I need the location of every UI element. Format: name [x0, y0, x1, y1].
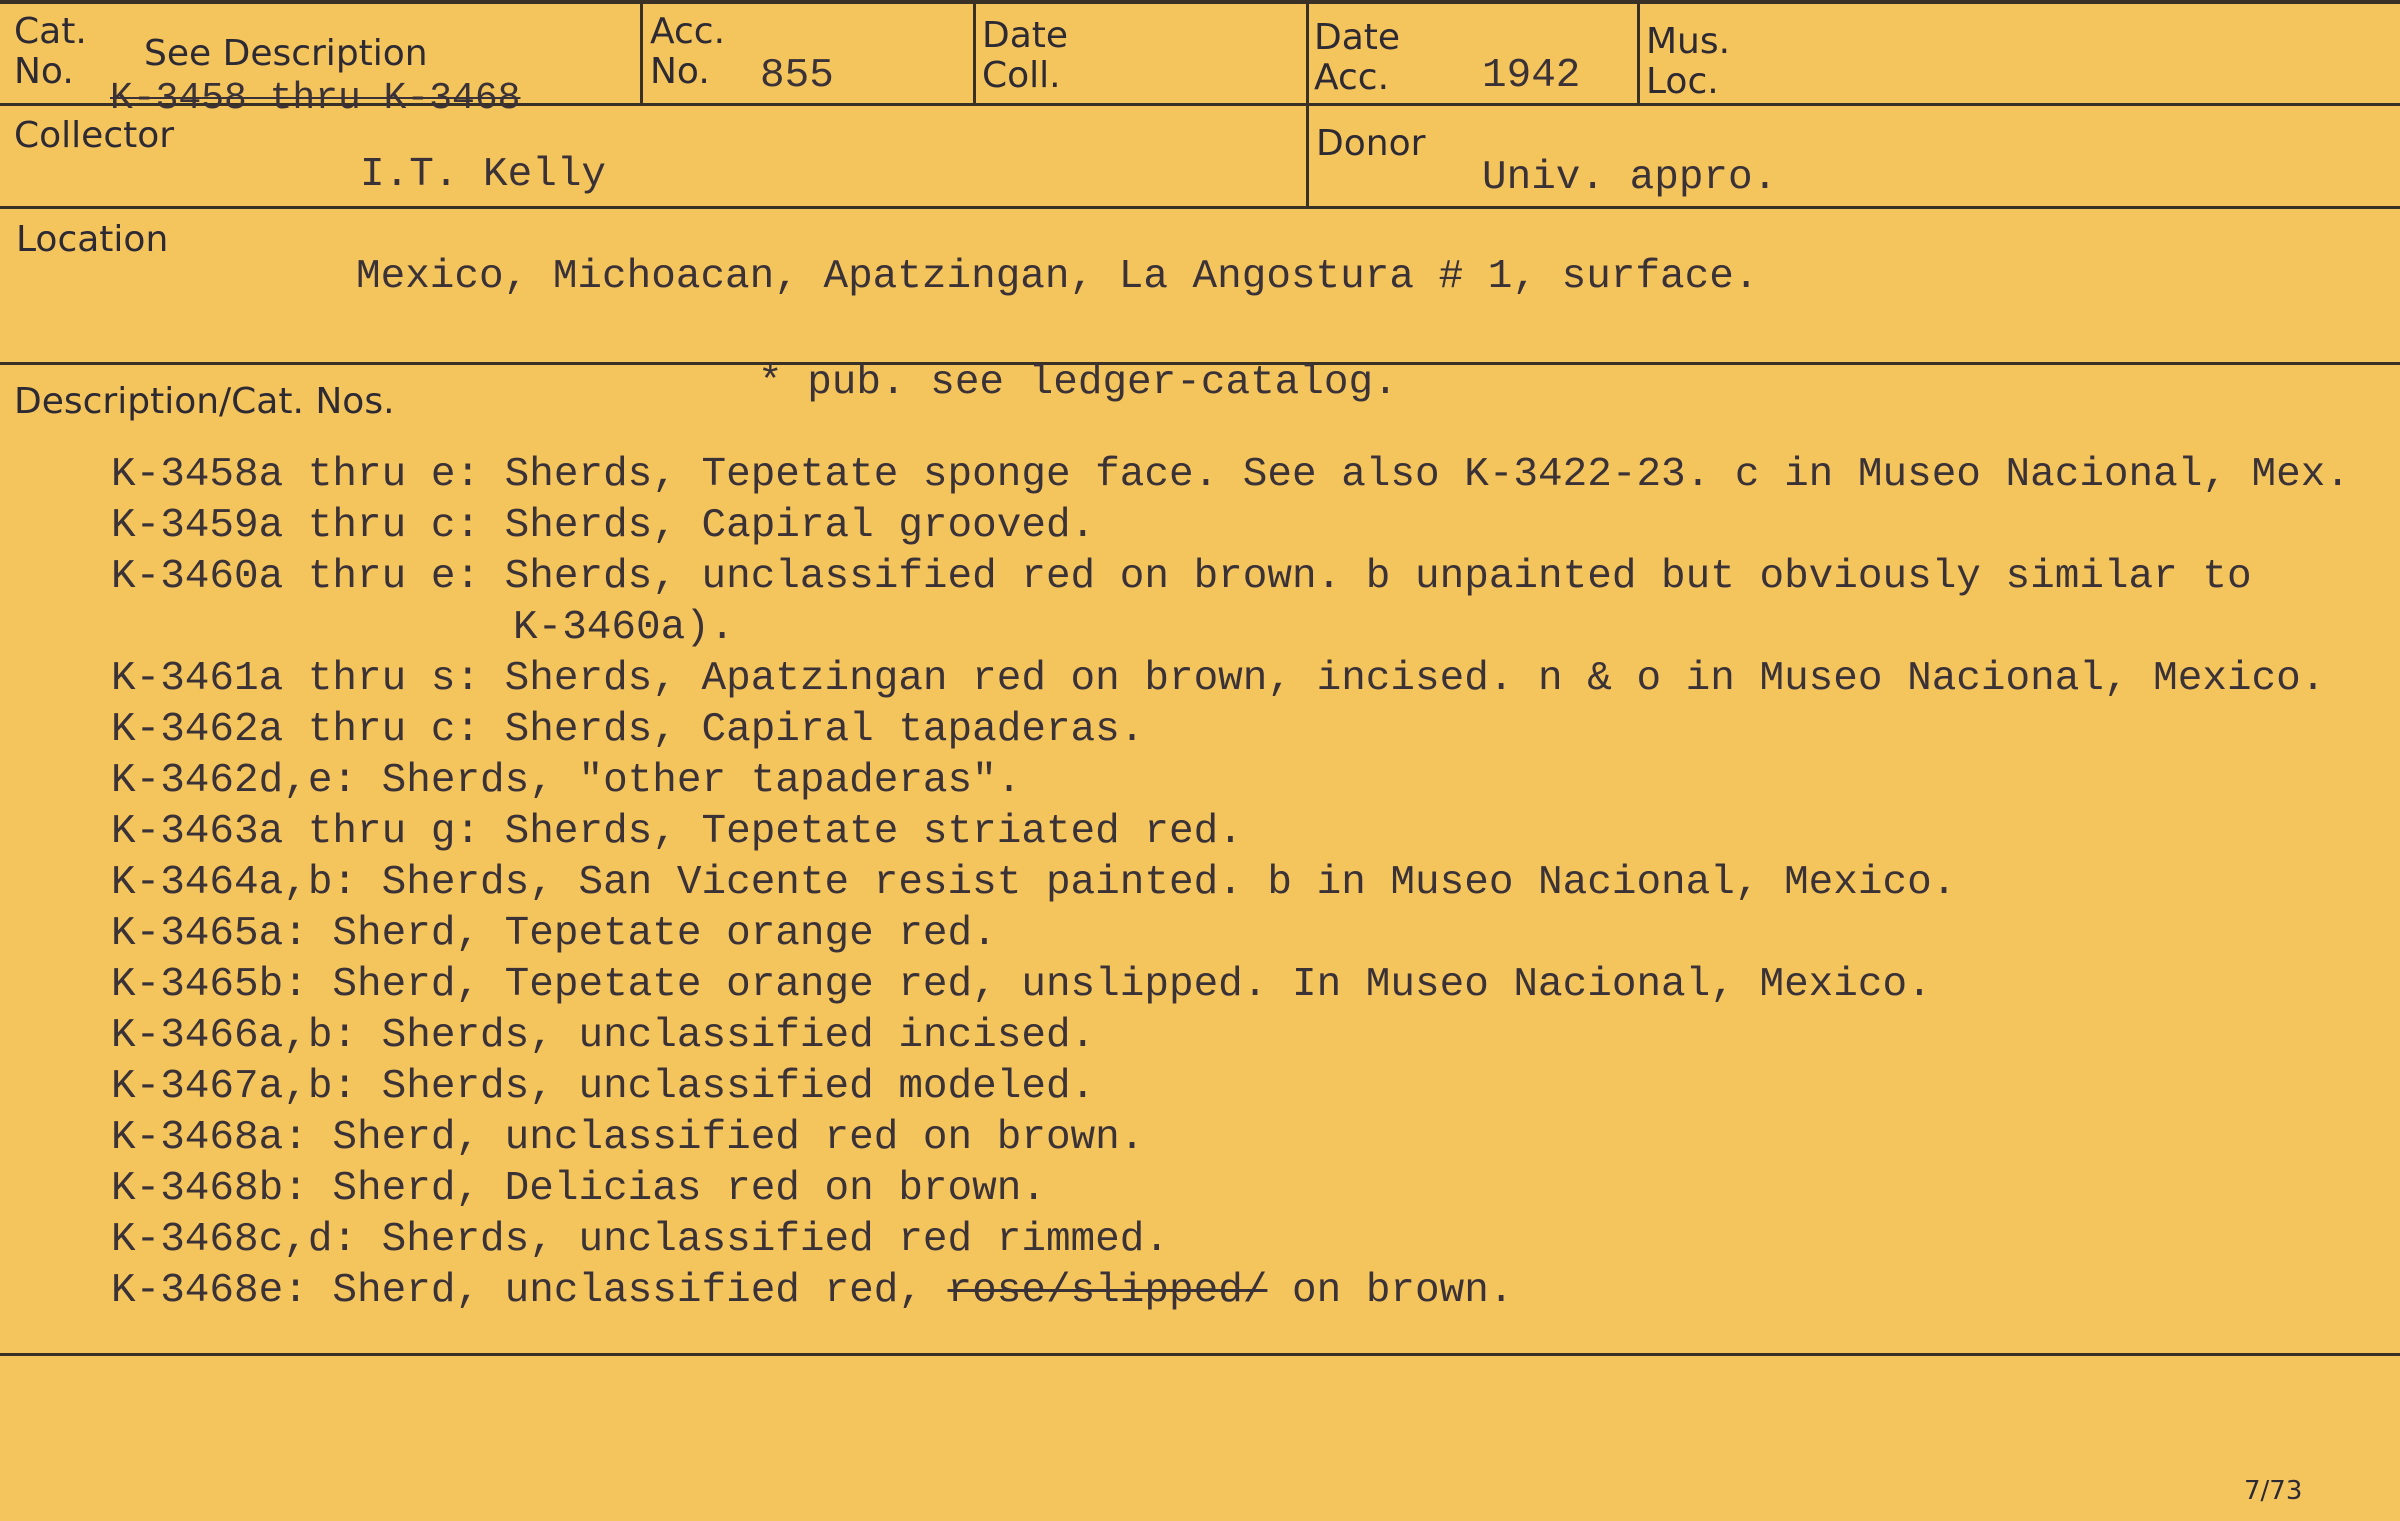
last-entry-text: K-3468e: Sherd, unclassified red, — [111, 1268, 948, 1314]
date-coll-label: Date Coll. — [982, 15, 1069, 96]
list-item: K-3463a thru g: Sherds, Tepetate striated red. — [111, 809, 1243, 855]
mus-loc-label: Mus. Loc. — [1646, 21, 1731, 102]
list-item: K-3461a thru s: Sherds, Apatzingan red on brown, incised. n & o in Museo Nacional, Mexico. — [111, 656, 2326, 702]
description-label: Description/Cat. Nos. — [14, 381, 395, 422]
list-item: K-3459a thru c: Sherds, Capiral grooved. — [111, 503, 1096, 549]
divider-cat-acc — [640, 0, 643, 104]
list-item: K-3468b: Sherd, Delicias red on brown. — [111, 1166, 1046, 1212]
collector-label: Collector — [14, 115, 175, 156]
location-value: Mexico, Michoacan, Apatzingan, La Angostura # 1, surface. — [356, 254, 1759, 300]
cat-no-value: See Description — [144, 33, 428, 74]
list-item: K-3460a thru e: Sherds, unclassified red on brown. b unpainted but obviously similar to — [111, 554, 2252, 600]
top-rule — [0, 0, 2400, 4]
divider-acc-datecoll — [973, 0, 976, 104]
list-item: K-3462a thru c: Sherds, Capiral tapaderas. — [111, 707, 1145, 753]
donor-value: Univ. appro. — [1482, 155, 1778, 201]
collector-value: I.T. Kelly — [360, 152, 607, 198]
description-bottom-rule — [0, 1353, 2400, 1356]
ledger-note: * pub. see ledger-catalog. — [758, 360, 1398, 406]
list-item: K-3465b: Sherd, Tepetate orange red, unslipped. In Museo Nacional, Mexico. — [111, 962, 1932, 1008]
divider-datecoll-dateacc — [1306, 0, 1309, 208]
list-item: K-3464a,b: Sherds, San Vicente resist painted. b in Museo Nacional, Mexico. — [111, 860, 1957, 906]
date-acc-value: 1942 — [1482, 53, 1581, 99]
last-entry-tail: on brown. — [1267, 1268, 1514, 1314]
collector-bottom-rule — [0, 206, 2400, 209]
cat-no-struck-range: K-3458 thru K-3468 — [110, 77, 521, 120]
list-item: K-3465a: Sherd, Tepetate orange red. — [111, 911, 997, 957]
list-item: K-3458a thru e: Sherds, Tepetate sponge face. See also K-3422-23. c in Museo Nacional, Mex. — [111, 452, 2350, 498]
donor-label: Donor — [1316, 123, 1426, 164]
acc-no-value: 855 — [760, 53, 834, 99]
list-item: K-3468a: Sherd, unclassified red on brown. — [111, 1115, 1145, 1161]
list-item: K-3468c,d: Sherds, unclassified red rimmed. — [111, 1217, 1169, 1263]
acc-no-label: Acc. No. — [650, 11, 726, 92]
list-item: K-3462d,e: Sherds, "other tapaderas". — [111, 758, 1022, 804]
list-item: K-3466a,b: Sherds, unclassified incised. — [111, 1013, 1096, 1059]
cat-no-label: Cat. No. — [14, 11, 87, 92]
description-entries — [111, 450, 2350, 1317]
date-acc-label: Date Acc. — [1314, 17, 1401, 98]
list-item: K-3467a,b: Sherds, unclassified modeled. — [111, 1064, 1096, 1110]
location-label: Location — [16, 219, 169, 260]
list-item-continuation: K-3460a). — [513, 605, 735, 651]
list-item-last — [111, 1266, 2350, 1317]
divider-dateacc-musloc — [1637, 0, 1640, 104]
crossed-out-text: rose/slipped/ — [947, 1268, 1268, 1314]
page-mark: 7/73 — [2244, 1476, 2303, 1506]
